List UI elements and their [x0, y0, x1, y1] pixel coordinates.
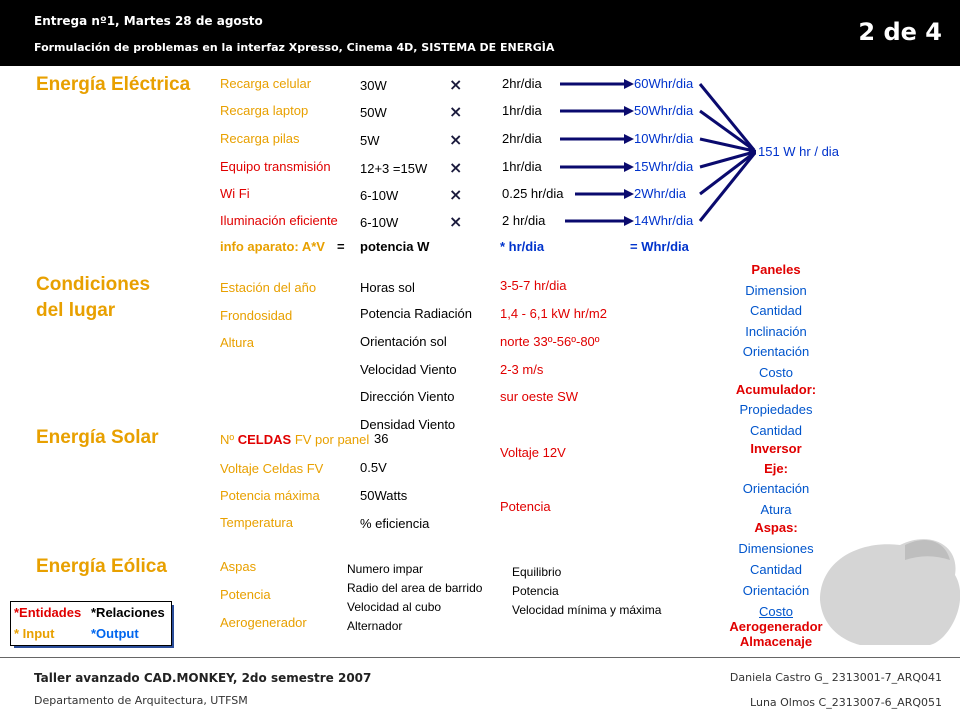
eolica-right-item: Equilibrio — [512, 565, 562, 579]
condiciones-right-item: 2-3 m/s — [500, 362, 544, 377]
electrica-item: Equipo transmisión — [220, 159, 331, 174]
electrica-result: 151 W hr / dia — [758, 144, 839, 159]
arrowhead — [624, 79, 634, 89]
condiciones-right-item: 1,4 - 6,1 kW hr/m2 — [500, 306, 607, 321]
component-attribute: Costo — [759, 364, 793, 380]
section-condiciones-line2: del lugar — [36, 300, 116, 321]
footer-department: Departamento de Arquitectura, UTFSM — [34, 694, 248, 707]
solar-celdas-value: 36 — [374, 431, 389, 446]
condiciones-left-item: Frondosidad — [220, 308, 293, 323]
eolica-left-item: Potencia — [220, 587, 271, 602]
arrowhead — [624, 216, 634, 226]
electrica-item: Wi Fi — [220, 186, 250, 201]
condiciones-right-item: norte 33º-56º-80º — [500, 334, 600, 349]
eolica-left-item: Aspas — [220, 559, 257, 574]
eolica-right-item: Potencia — [512, 584, 559, 598]
arrowhead — [624, 189, 634, 199]
component-attribute: Cantidad — [749, 303, 803, 318]
arrowheads — [624, 79, 760, 226]
multiply-icon: × — [449, 102, 463, 121]
eolica-right-item: Velocidad mínima y máxima — [512, 603, 662, 617]
condiciones-left-item: Altura — [220, 335, 254, 350]
electrica-hours: 2hr/dia — [502, 76, 542, 91]
eolica-mid-item: Alternador — [347, 619, 403, 633]
eolica-mid-list — [347, 560, 482, 636]
condiciones-mid-item: Densidad Viento — [360, 417, 456, 432]
multiply-icon: × — [449, 158, 463, 177]
electrica-hours: 1hr/dia — [502, 159, 542, 174]
multiply-icon: × — [449, 185, 463, 204]
formula-potencia: potencia W — [360, 239, 430, 254]
component-attribute: Dimensiones — [738, 540, 814, 556]
component-label: Acumulador: — [735, 381, 817, 397]
eolica-mid-item: Velocidad al cubo — [347, 600, 442, 614]
component-attribute: Inclinación — [745, 323, 807, 339]
solar-mid-item: 0.5V — [360, 460, 387, 475]
footer-author-2: Luna Olmos C_2313007-6_ARQ051 — [750, 696, 942, 709]
component-attribute: Orientación — [742, 480, 810, 496]
solar-right-item: Potencia — [500, 499, 551, 514]
electrica-item: Recarga pilas — [220, 131, 300, 146]
electrica-item: Recarga celular — [220, 76, 312, 91]
solar-left-item: Voltaje Celdas FV — [220, 461, 324, 476]
condiciones-right-item: 3-5-7 hr/dia — [500, 278, 567, 293]
condiciones-right-item: sur oeste SW — [500, 389, 579, 404]
electrica-total: 15Whr/dia — [634, 159, 694, 174]
footer-course: Taller avanzado CAD.MONKEY, 2do semestre 2007 — [34, 671, 372, 685]
solar-mid-item: % eficiencia — [360, 516, 430, 531]
eolica-mid-item: Numero impar — [347, 562, 424, 576]
arrowhead — [624, 162, 634, 172]
solar-right-item: Voltaje 12V — [500, 445, 566, 460]
section-energia-electrica: Energía Eléctrica — [36, 74, 191, 95]
footer-divider — [0, 657, 960, 658]
electrica-hours: 0.25 hr/dia — [502, 186, 564, 201]
solar-celdas-suffix: FV por panel — [291, 432, 370, 447]
solar-celdas-keyword: CELDAS — [237, 432, 292, 447]
electrica-watts: 6-10W — [360, 215, 399, 230]
multiply-icon: × — [449, 75, 463, 94]
component-label: Eje: — [764, 460, 788, 476]
page-number: 2 de 4 — [858, 18, 942, 46]
eolica-left-item: Aerogenerador — [220, 615, 307, 630]
component-label: Almacenaje — [739, 633, 813, 649]
condiciones-mid-item: Orientación sol — [360, 334, 447, 349]
electrica-total: 60Whr/dia — [634, 76, 694, 91]
formula-info-aparato: info aparato: A*V — [220, 239, 325, 254]
condiciones-mid-item: Horas sol — [360, 280, 415, 295]
legend-box — [10, 601, 172, 646]
electrica-hours: 2 hr/dia — [502, 213, 546, 228]
arrowhead — [624, 106, 634, 116]
component-label: Paneles — [751, 262, 801, 277]
component-attribute: Cantidad — [749, 561, 803, 577]
section-energia-solar: Energía Solar — [36, 427, 159, 448]
solar-mid-item: 50Watts — [360, 488, 408, 503]
component-attribute: Costo — [759, 603, 793, 619]
electrica-total: 50Whr/dia — [634, 103, 694, 118]
component-attribute: Orientación — [742, 344, 810, 359]
electrica-hours: 2hr/dia — [502, 131, 542, 146]
electrica-item: Iluminación eficiente — [220, 213, 338, 228]
condiciones-left-item: Estación del año — [220, 280, 317, 295]
electrica-watts: 12+3 =15W — [360, 161, 428, 176]
component-label: Aspas: — [754, 519, 798, 535]
condiciones-mid-item: Dirección Viento — [360, 389, 455, 404]
multiply-icon: × — [449, 212, 463, 231]
section-energia-eolica: Energía Eólica — [36, 556, 167, 577]
electrica-item: Recarga laptop — [220, 103, 309, 118]
solar-left-item: Potencia máxima — [220, 488, 320, 503]
electrica-watts: 30W — [360, 78, 387, 93]
legend-output: *Output — [91, 626, 139, 641]
eolica-right-list — [512, 563, 661, 620]
eolica-mid-item: Radio del area de barrido — [347, 581, 483, 595]
header-title: Entrega nº1, Martes 28 de agosto — [34, 14, 263, 28]
component-attribute: Orientación — [742, 582, 810, 598]
formula-equals: = — [337, 239, 345, 254]
component-attribute: Propiedades — [739, 401, 813, 417]
multiply-icon: × — [449, 130, 463, 149]
condiciones-mid-item: Potencia Radiación — [360, 306, 473, 321]
electrica-watts: 50W — [360, 105, 387, 120]
component-label: Aerogenerador — [729, 618, 823, 634]
arrow-group — [560, 84, 754, 221]
lion-watermark — [820, 539, 960, 645]
legend-input: * Input — [14, 626, 55, 641]
section-condiciones-line1: Condiciones — [36, 274, 151, 295]
solar-left-item: Temperatura — [220, 515, 293, 530]
solar-celdas-label — [220, 432, 369, 447]
solar-celdas-prefix: Nº — [220, 432, 238, 447]
electrica-total: 14Whr/dia — [634, 213, 694, 228]
component-attribute: Dimension — [745, 282, 807, 298]
legend-entidades: *Entidades — [14, 605, 82, 620]
legend-relaciones: *Relaciones — [91, 605, 165, 620]
component-label: Inversor — [750, 440, 802, 456]
electrica-total: 10Whr/dia — [634, 131, 694, 146]
footer-author-1: Daniela Castro G_ 2313001-7_ARQ041 — [729, 671, 942, 684]
electrica-watts: 6-10W — [360, 188, 399, 203]
header-subtitle: Formulación de problemas en la interfaz Xpresso, Cinema 4D, SISTEMA DE ENERGÌA — [34, 41, 555, 54]
component-attribute: Atura — [760, 501, 792, 517]
formula-whr-dia: = Whr/dia — [630, 239, 689, 254]
electrica-watts: 5W — [360, 133, 380, 148]
component-attribute: Cantidad — [749, 422, 803, 438]
formula-hr-dia: * hr/dia — [500, 239, 545, 254]
right-column — [716, 262, 836, 649]
condiciones-mid-item: Velocidad Viento — [360, 362, 457, 377]
electrica-total: 2Whr/dia — [634, 186, 687, 201]
arrowhead — [624, 134, 634, 144]
electrica-hours: 1hr/dia — [502, 103, 542, 118]
